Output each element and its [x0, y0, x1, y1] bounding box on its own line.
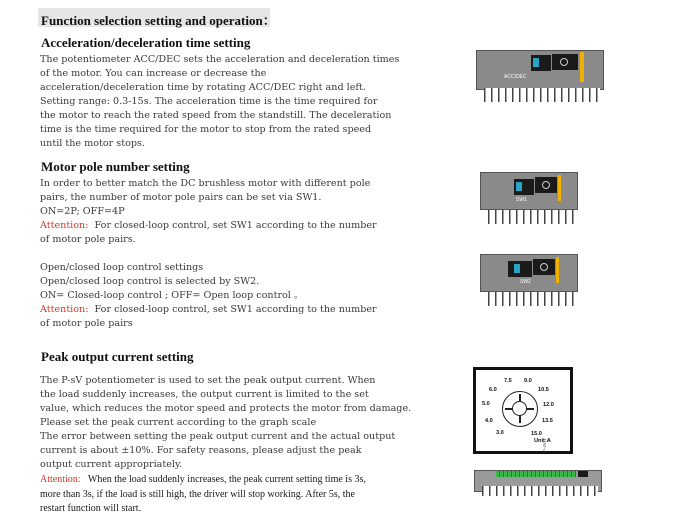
peak-line: The P-sV potentiometer is used to set the peak output current. When [40, 375, 376, 386]
peak-line: value, which reduces the motor speed and protects the motor from damage. [40, 403, 412, 414]
peak-heading: Peak output current setting [41, 349, 194, 364]
driver1-label: ACC/DEC [504, 74, 527, 80]
peak-line: output current appropriately. [40, 459, 183, 470]
loop-line: Open/closed loop control is selected by SW2. [40, 276, 260, 287]
pot-icon [542, 181, 550, 189]
accel-heading: Acceleration/deceleration time setting [41, 35, 251, 50]
dial-tick-label: 13.5 [542, 418, 553, 424]
driver2-label: SW1 [516, 197, 527, 203]
driver3-label: SW2 [520, 279, 531, 285]
accel-line: The potentiometer ACC/DEC sets the acceleration and deceleration times [40, 54, 400, 65]
sw1-switch-icon [516, 182, 522, 191]
driver-figure-sw2 [480, 254, 578, 306]
loop-line: Open/closed loop control settings [40, 262, 204, 273]
heatsink-fins [484, 88, 600, 102]
loop-attention-line: Attention: For closed-loop control, set SW1 according to the number [40, 304, 377, 315]
dial-tick-label: 9.0 [524, 378, 532, 384]
dial-tick-label: 5.0 [482, 401, 490, 407]
pole-line: ON=2P; OFF=4P [40, 206, 125, 217]
dial-knob-icon [502, 391, 538, 427]
heatsink-fins [488, 210, 574, 224]
sw2-switch-icon [514, 264, 520, 273]
dial-tick-label: 4.0 [485, 418, 493, 424]
pole-line: pairs, the number of motor pole pairs can be set via SW1. [40, 192, 322, 203]
peak-line: current is about ±10%. For safety reasons, please adjust the peak [40, 445, 362, 456]
dial-tick-label: 3.0 [496, 430, 504, 436]
dial-tick-label: 15.0 [531, 431, 542, 437]
pole-line: of motor pole pairs. [40, 234, 136, 245]
peak-attention-line: more than 3s, if the load is still high, the driver will stop working. After 5s, the [40, 488, 355, 500]
page-title: Function selection setting and operation： [41, 13, 276, 28]
peak-line: the load suddenly increases, the output current is limited to the set [40, 389, 369, 400]
accel-line: until the motor stops. [40, 138, 145, 149]
peak-attention-line: restart function will start. [40, 503, 142, 514]
attention-label: Attention: [40, 304, 89, 315]
accel-line: of the motor. You can increase or decrease the [40, 68, 267, 79]
peak-current-dial [473, 367, 573, 454]
accel-line: Setting range: 0.3-15s. The acceleration time is the time required for [40, 96, 378, 107]
heatsink-fins [482, 486, 598, 496]
dial-tick-label: 10.5 [538, 387, 549, 393]
attention-label: Attention: [40, 220, 89, 231]
driver4-label: P-sV [542, 442, 547, 452]
dial-tick-label: 7.5 [504, 378, 512, 384]
peak-attention-paragraph: Attention: When the load suddenly increases, the peak current setting time is 3s, more than 3s, if the load is still high, the driver will stop working. After 5s, the restart function will start. [40, 473, 412, 517]
driver-figure-accdec [476, 50, 604, 102]
driver-figure-sw1 [480, 172, 578, 224]
acc-dec-pot-icon [560, 58, 568, 66]
pole-paragraph [40, 177, 412, 247]
loop-paragraph [40, 261, 412, 331]
accel-line: acceleration/deceleration time by rotating ACC/DEC right and left. [40, 82, 366, 93]
dial-tick-label: 12.0 [543, 402, 554, 408]
terminal-block [496, 471, 576, 477]
pole-line: In order to better match the DC brushless motor with different pole [40, 178, 371, 189]
dial-tick-label: 6.0 [489, 387, 497, 393]
pole-attention-line: Attention: For closed-loop control, set SW1 according to the number [40, 220, 377, 231]
loop-line: of motor pole pairs [40, 318, 133, 329]
attention-label: Attention: [40, 474, 81, 485]
loop-line: ON= Closed-loop control ; OFF= Open loop control 。 [40, 290, 304, 301]
dial-unit-label: Unit:A [534, 438, 551, 444]
peak-line: The error between setting the peak output current and the actual output [40, 431, 396, 442]
accel-line: the motor to reach the rated speed from the standstill. The deceleration [40, 110, 392, 121]
pot-icon [540, 263, 548, 271]
accel-paragraph [40, 53, 412, 151]
peak-line: Please set the peak current according to the graph scale [40, 417, 317, 428]
peak-paragraph [40, 374, 412, 472]
accel-line: time is the time required for the motor to stop from the rated speed [40, 124, 372, 135]
heatsink-fins [488, 292, 574, 306]
pole-heading: Motor pole number setting [41, 159, 190, 174]
driver-figure-psv [474, 442, 602, 496]
